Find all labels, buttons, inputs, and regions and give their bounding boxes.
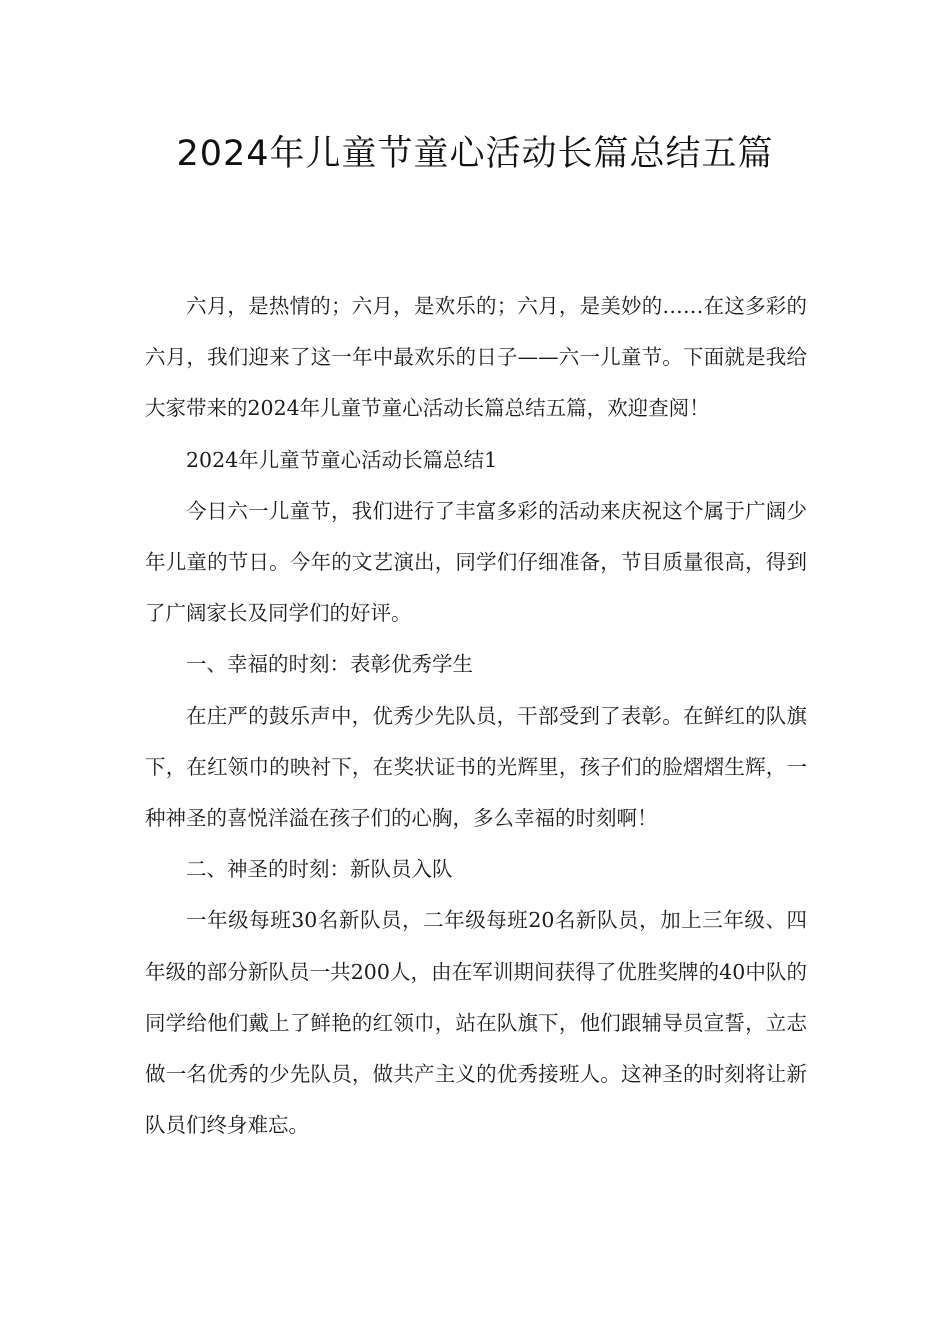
document-title: 2024年儿童节童心活动长篇总结五篇: [176, 134, 774, 174]
subheading-new-members: 二、神圣的时刻：新队员入队: [186, 857, 453, 882]
section-heading: 2024年儿童节童心活动长篇总结1: [186, 447, 498, 472]
subheading-awards: 一、幸福的时刻：表彰优秀学生: [186, 652, 473, 677]
intro-paragraph: 六月，是热情的；六月，是欢乐的；六月，是美妙的……在这多彩的六月，我们迎来了这一年中最欢乐的日子——六一儿童节。下面就是我给大家带来的2024年儿童节童心活动长篇总结五篇，欢迎查阅！: [145, 294, 807, 421]
document-body: [145, 281, 807, 1151]
body-paragraph: 在庄严的鼓乐声中，优秀少先队员，干部受到了表彰。在鲜红的队旗下，在红领巾的映衬下，在奖状证书的光辉里，孩子们的脸熠熠生辉，一种神圣的喜悦洋溢在孩子们的心胸，多么幸福的时刻啊！: [145, 703, 807, 831]
body-paragraph: 今日六一儿童节，我们进行了丰富多彩的活动来庆祝这个属于广阔少年儿童的节日。今年的文艺演出，同学们仔细准备，节目质量很高，得到了广阔家长及同学们的好评。: [145, 498, 807, 626]
body-paragraph: 一年级每班30名新队员，二年级每班20名新队员，加上三年级、四年级的部分新队员一共200人，由在军训期间获得了优胜奖牌的40中队的同学给他们戴上了鲜艳的红领巾，站在队旗下，他们跟辅导员宣誓，立志做一名优秀的少先队员，做共产主义的优秀接班人。这神圣的时刻将让新队员们终身难忘。: [145, 908, 807, 1138]
